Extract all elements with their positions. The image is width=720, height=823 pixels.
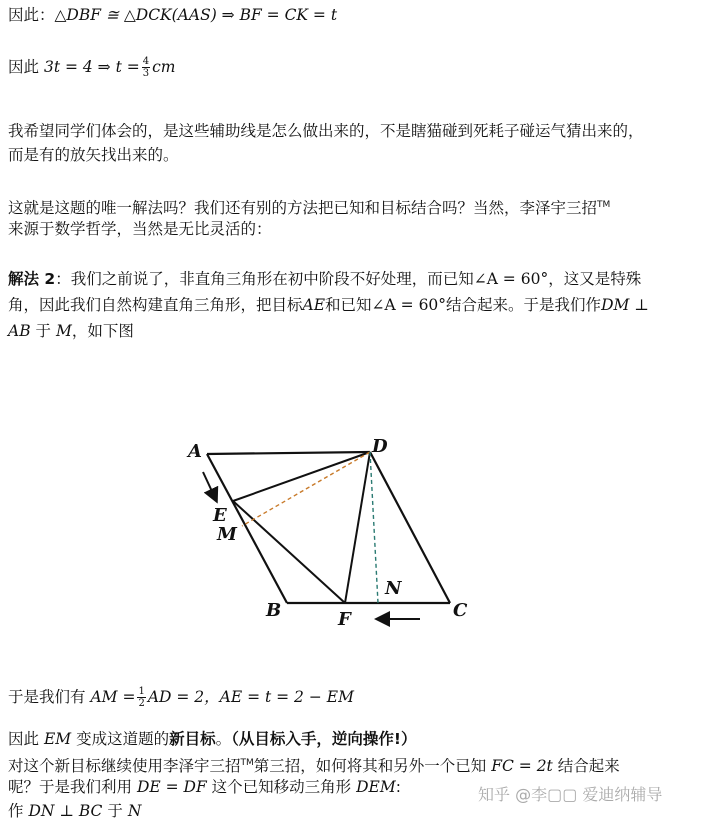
segment-DF	[345, 452, 370, 603]
paragraph-1-line-1: 我希望同学们体会的，是这些辅助线是怎么做出来的，不是瞎猫碰到死耗子碰运气猜出来的，	[8, 122, 644, 140]
third-move-line-2: 呢？于是我们利用 DE = DF 这个已知移动三角形 DEM:	[8, 778, 401, 796]
geometry-figure	[180, 430, 480, 635]
method-2-line-2: 角，因此我们自然构建直角三角形，把目标AE和已知∠A = 60°结合起来。于是我们作DM ⊥	[8, 296, 649, 314]
segment-DC	[370, 452, 450, 603]
site-watermark: 知乎 @李▢▢ 爱迪纳辅导	[478, 785, 663, 804]
third-move-line-1: 对这个新目标继续使用李泽宇三招™第三招，如何将其和另外一个已知 FC = 2t 结合起来	[8, 757, 620, 776]
label-C: C	[453, 600, 468, 621]
label-F: F	[338, 609, 351, 630]
fraction-four-thirds: $\frac{4}{3}$	[142, 56, 150, 79]
arrow-A-to-E	[203, 472, 216, 500]
label-A: A	[188, 441, 202, 462]
segment-AD	[207, 452, 370, 454]
new-target-line: 因此 EM 变成这道题的新目标。（从目标入手，逆向操作!）	[8, 730, 417, 748]
dashed-DM	[242, 452, 370, 526]
method-2-line-3: AB 于 M，如下图	[8, 322, 134, 340]
label-D: D	[372, 436, 388, 457]
segment-EF	[233, 501, 345, 603]
paragraph-2-line-1: 这就是这题的唯一解法吗？我们还有别的方法把已知和目标结合吗？当然，李泽宇三招™	[8, 199, 611, 218]
construct-DN-line: 作 DN ⊥ BC 于 N	[8, 802, 142, 820]
dashed-DN	[370, 452, 378, 603]
method-2-label: 解法 2	[8, 270, 56, 288]
proof-conclusion-line: 因此：△DBF ≅ △DCK(AAS) ⇒ BF = CK = t	[8, 6, 338, 24]
fraction-one-half: $\frac{1}{2}$	[138, 686, 145, 709]
method-2-line-1: 解法 2：我们之前说了，非直角三角形在初中阶段不好处理，而已知∠A = 60°，这又是特殊	[8, 270, 642, 288]
trademark-mark: TM	[597, 200, 611, 210]
segment-DE	[233, 452, 370, 501]
paragraph-1-line-2: 而是有的放矢找出来的。	[8, 146, 179, 164]
label-B: B	[266, 600, 282, 621]
label-N: N	[385, 578, 402, 599]
solve-t-line: 因此 3t = 4 ⇒ t = $\frac{4}{3}$ cm	[8, 56, 176, 79]
result-line-AM: 于是我们有 AM = $\frac{1}{2}$ AD = 2，AE = t = 2 − EM	[8, 686, 354, 709]
label-E: E	[213, 505, 227, 526]
paragraph-2-line-2: 来源于数学哲学，当然是无比灵活的：	[8, 220, 272, 238]
label-M: M	[217, 524, 237, 545]
